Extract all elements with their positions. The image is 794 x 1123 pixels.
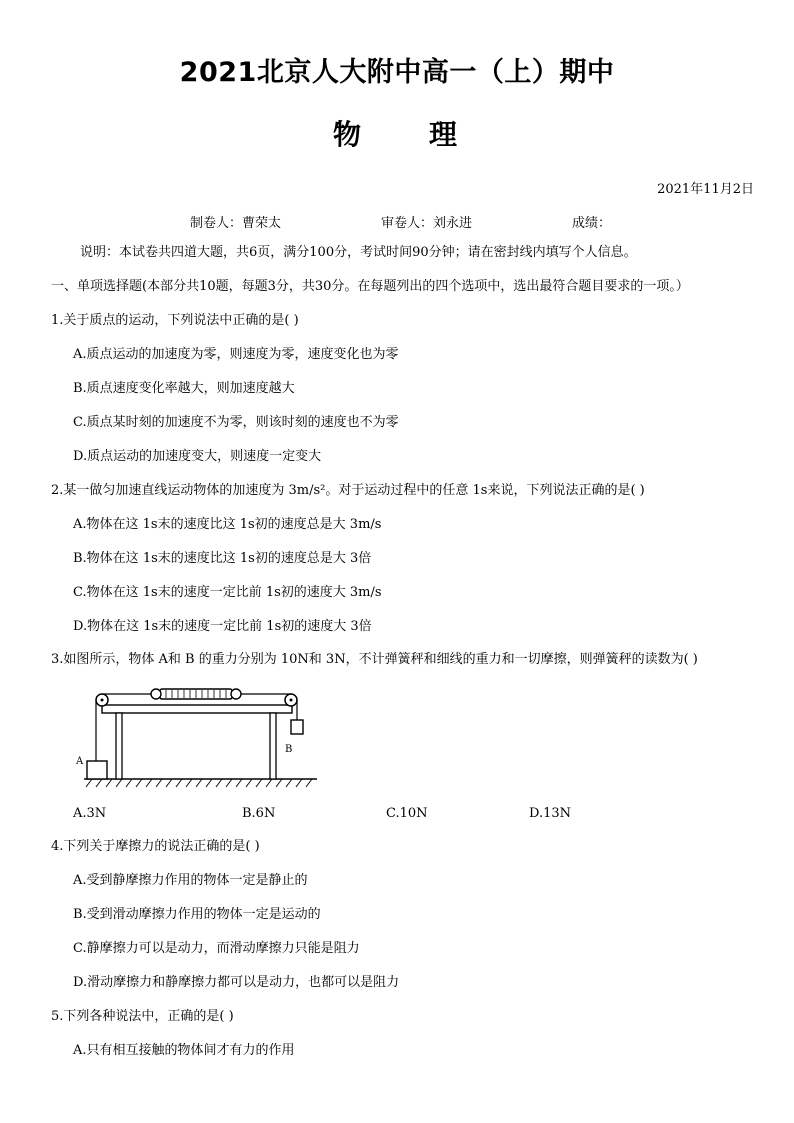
reviewer-label: 审卷人：刘永进 — [381, 216, 473, 231]
block-a — [87, 761, 107, 779]
table-top — [102, 705, 292, 713]
question-5-option-a: A.只有相互接触的物体间才有力的作用 — [73, 1043, 295, 1058]
section-heading: 一、单项选择题(本部分共10题，每题3分，共30分。在每题列出的四个选项中，选出最符合题目要求的一项。） — [51, 279, 689, 294]
instructions: 说明：本试卷共四道大题，共6页，满分100分，考试时间90分钟；请在密封线内填写个人信息。 — [80, 245, 637, 260]
question-4-option-a: A.受到静摩擦力作用的物体一定是静止的 — [73, 873, 308, 888]
spring-scale-diagram — [72, 684, 322, 794]
question-3-option-b: B.6N — [242, 806, 276, 821]
question-1-option-b: B.质点速度变化率越大，则加速度越大 — [73, 381, 295, 396]
table-leg-right — [270, 713, 276, 779]
question-4-option-d: D.滑动摩擦力和静摩擦力都可以是动力，也都可以是阻力 — [73, 975, 400, 990]
question-2-stem: 2.某一做匀加速直线运动物体的加速度为 3m/s²。对于运动过程中的任意 1s来说，下列说法正确的是( ) — [51, 483, 645, 498]
question-2-option-a: A.物体在这 1s末的速度比这 1s初的速度总是大 3m/s — [73, 517, 382, 532]
exam-date: 2021年11月2日 — [657, 182, 754, 197]
question-1-stem: 1.关于质点的运动，下列说法中正确的是( ) — [51, 313, 299, 328]
question-3-stem: 3.如图所示，物体 A和 B 的重力分别为 10N和 3N，不计弹簧秤和细线的重力和一切摩擦，则弹簧秤的读数为( ) — [51, 652, 698, 667]
exam-title: 2021北京人大附中高一（上）期中 — [179, 57, 615, 88]
question-1-option-d: D.质点运动的加速度变大，则速度一定变大 — [73, 449, 322, 464]
question-2-option-b: B.物体在这 1s末的速度比这 1s初的速度总是大 3倍 — [73, 551, 372, 566]
question-4-option-b: B.受到滑动摩擦力作用的物体一定是运动的 — [73, 907, 321, 922]
score-label: 成绩： — [572, 216, 612, 231]
block-b — [291, 720, 303, 734]
maker-label: 制卷人：曹荣太 — [190, 216, 282, 231]
exam-subject: 物 理 — [332, 118, 461, 151]
question-4-stem: 4.下列关于摩擦力的说法正确的是( ) — [51, 839, 260, 854]
question-1-option-c: C.质点某时刻的加速度不为零，则该时刻的速度也不为零 — [73, 415, 399, 430]
ground-hatch — [86, 779, 312, 787]
question-1-option-a: A.质点运动的加速度为零，则速度为零，速度变化也为零 — [73, 347, 399, 362]
label-b: B — [285, 744, 293, 755]
question-2-option-c: C.物体在这 1s末的速度一定比前 1s初的速度大 3m/s — [73, 585, 382, 600]
spring-scale-hook-right — [231, 689, 241, 699]
label-a: A — [76, 756, 84, 767]
question-4-option-c: C.静摩擦力可以是动力，而滑动摩擦力只能是阻力 — [73, 941, 360, 956]
question-5-stem: 5.下列各种说法中，正确的是( ) — [51, 1009, 234, 1024]
question-2-option-d: D.物体在这 1s末的速度一定比前 1s初的速度大 3倍 — [73, 619, 372, 634]
table-leg-left — [116, 713, 122, 779]
question-3-option-d: D.13N — [529, 806, 572, 821]
question-3-option-a: A.3N — [73, 806, 107, 821]
question-3-option-c: C.10N — [386, 806, 428, 821]
spring-scale-hook-left — [151, 689, 161, 699]
